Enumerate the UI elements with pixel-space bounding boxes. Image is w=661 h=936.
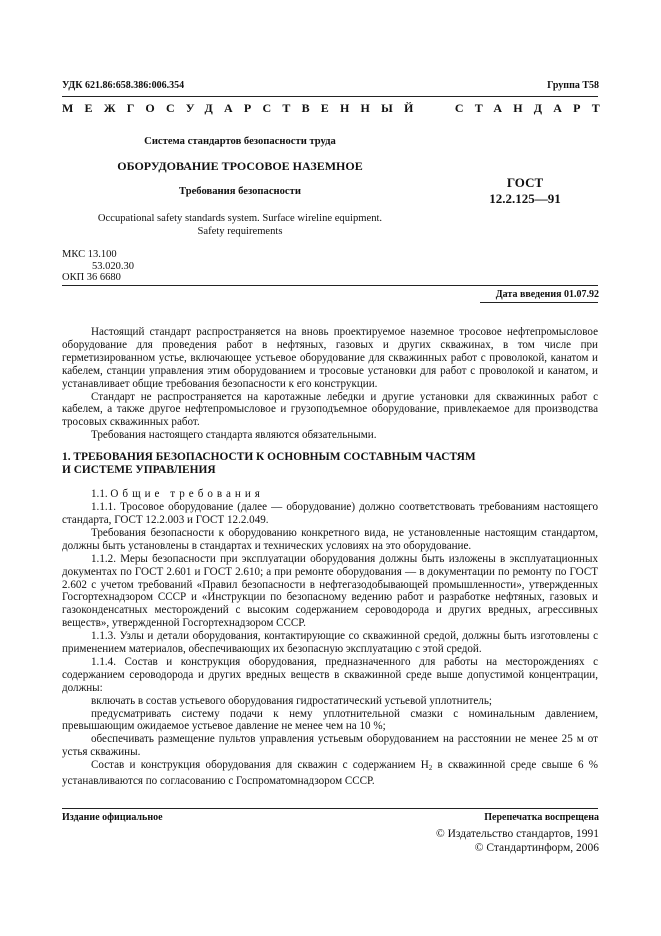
h2s-subscript: 2	[428, 764, 433, 773]
introduction-date-label: Дата введения	[495, 289, 562, 300]
okp-code: ОКП 36 6680	[62, 272, 121, 283]
paragraph-1-1-4: 1.1.4. Состав и конструкция оборудования, предназначенного для работы на месторождениях с содержанием сероводорода и других вредных веществ в скважинной среде выше допустимой концентрации, должны:	[62, 655, 598, 694]
paragraph-1-1-4-item-3: обеспечивать размещение пультов управления устьевым оборудованием на расстоянии не менее 25 м от устья скважины.	[62, 733, 598, 759]
h2s-text-end: в скважинной среде свыше 6 % устанавливаются по согласованию с Госпроматомнадзором СССР.	[62, 759, 598, 788]
english-title	[62, 212, 418, 238]
gost-designation	[470, 175, 580, 207]
classification-codes	[62, 249, 134, 284]
paragraph-1-1-3: 1.1.3. Узлы и детали оборудования, контактирующие со скважинной средой, должны быть изготовлены с применением материалов, обеспечивающих их безопасную эксплуатацию с этой средой.	[62, 630, 598, 656]
official-edition: Издание официальное	[62, 812, 163, 823]
section-1-heading	[62, 451, 598, 477]
subsection-title: Общие требования	[110, 488, 264, 501]
codes-rule	[62, 285, 598, 286]
reprint-prohibited: Перепечатка воспрещена	[484, 812, 599, 823]
introduction-date-value: 01.07.92	[564, 289, 599, 300]
mks-code-2: 53.020.30	[92, 260, 134, 272]
paragraph-h2s-content	[62, 759, 598, 788]
intro-paragraph-2: Стандарт не распространяется на каротажные лебедки и другие установки для скважинных работ с кабелем, а также другое нефтепромысловое и грузоподъемное оборудование, привлекаемое для производства тросовых скважинных работ.	[62, 390, 598, 429]
paragraph-1-1-4-item-2: предусматривать систему подачи к нему уплотнительной смазки с номинальным давлением, превышающим ожидаемое устьевое давление не менее чем на 10 %;	[62, 707, 598, 733]
main-text	[62, 326, 598, 788]
date-rule	[480, 302, 598, 303]
udk-code: УДК 621.86:658.386:006.354	[62, 80, 185, 91]
paragraph-1-1-2: 1.1.2. Меры безопасности при эксплуатации оборудования должны быть изложены в эксплуатационных документах по ГОСТ 2.601 и ГОСТ 2.610; а при ремонте оборудования — в документации по ремонту по ГОСТ 2.602 с учетом требований «Правил безопасности в нефтегазодобывающей промышленности», утвержденных Госгортехнадзором СССР и «Инструкции по безопасному ведению работ и разработке нефтяных, газовых и газоконденсатных месторождений с высоким содержанием сероводорода и других вредных, агрессивных веществ», утвержденной Госгортехнадзором СССР.	[62, 552, 598, 630]
gost-number: 12.2.125—91	[489, 191, 561, 206]
intro-paragraph-3: Требования настоящего стандарта являются обязательными.	[91, 429, 377, 442]
standards-system: Система стандартов безопасности труда	[144, 136, 336, 147]
paragraph-1-1-4-item-1: включать в состав устьевого оборудования гидростатический устьевой уплотнитель;	[91, 694, 492, 707]
subsection-number: 1.1.	[91, 488, 108, 501]
introduction-date	[496, 289, 599, 300]
intro-paragraph-1: Настоящий стандарт распространяется на вновь проектируемое наземное тросовое нефтепромысловое оборудование для проведения работ в нефтяных, газовых и других скважинах, в том числе при герметизированном устье, включающее устьевое оборудование для скважинных работ с проволокой, канатом и кабелем, станции управления этим оборудованием и тросовые установки для работ с проволокой и канатом, и устанавливает общие требования безопасности к его конструкции.	[62, 326, 598, 390]
group-code: Группа Т58	[547, 80, 599, 91]
header-rule	[62, 96, 598, 97]
banner-interstate: МЕЖГОСУДАРСТВЕННЫЙ	[62, 101, 425, 115]
paragraph-1-1-1: 1.1.1. Тросовое оборудование (далее — оборудование) должно соответствовать требованиям настоящего стандарта, ГОСТ 12.2.003 и ГОСТ 12.2.049.	[62, 501, 598, 526]
english-title-line-1: Occupational safety standards system. Surface wireline equipment.	[97, 213, 383, 224]
paragraph-1-1-1-cont: Требования безопасности к оборудованию конкретного вида, не установленные настоящим стандартом, должны быть установлены в стандартах и технических условиях на это оборудование.	[62, 526, 598, 552]
document-title: ОБОРУДОВАНИЕ ТРОСОВОЕ НАЗЕМНОЕ	[117, 159, 363, 173]
copyright-2: © Стандартинформ, 2006	[474, 842, 599, 854]
gost-label: ГОСТ	[506, 175, 544, 190]
document-subtitle: Требования безопасности	[179, 186, 301, 197]
footer-rule	[62, 808, 598, 809]
copyright-1: © Издательство стандартов, 1991	[435, 828, 599, 840]
copyright-block	[436, 827, 599, 855]
mks-code-1: МКС 13.100	[62, 249, 117, 260]
banner-standard: СТАНДАРТ	[454, 101, 611, 115]
english-title-line-2: Safety requirements	[197, 226, 283, 237]
section-1-heading-line-1: 1. ТРЕБОВАНИЯ БЕЗОПАСНОСТИ К ОСНОВНЫМ СОСТАВНЫМ ЧАСТЯМ	[62, 451, 476, 464]
h2s-text-start: Состав и конструкция оборудования для скважин с содержанием H	[91, 759, 429, 772]
subsection-1-1-heading	[62, 488, 598, 501]
section-1-heading-line-2: И СИСТЕМЕ УПРАВЛЕНИЯ	[62, 464, 216, 477]
